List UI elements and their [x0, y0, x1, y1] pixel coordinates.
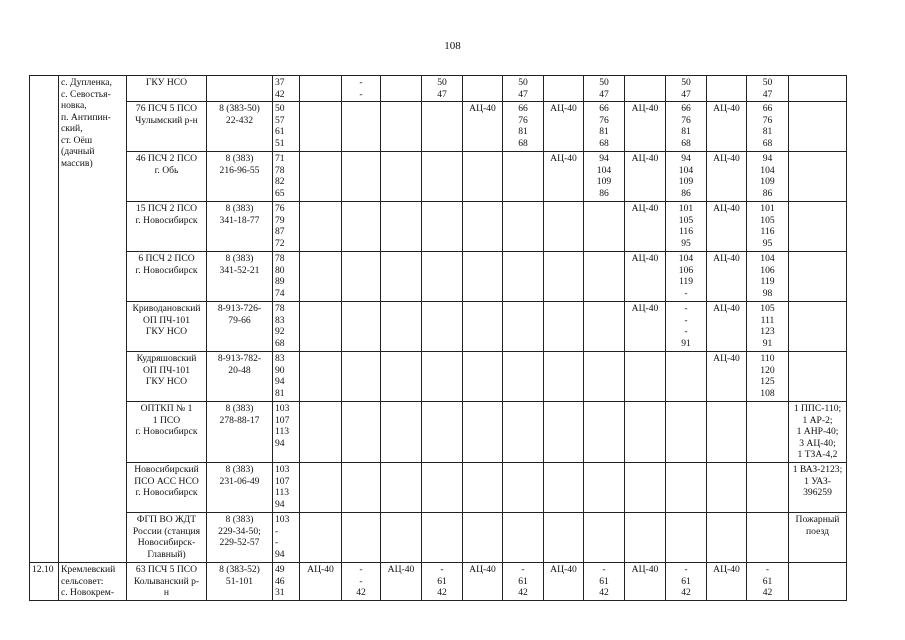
unit-cell: ГКУ НСО: [127, 76, 207, 102]
vehicle-cell-1: АЦ-40: [300, 563, 342, 601]
vehicle-cell-5: АЦ-40: [625, 252, 666, 302]
unit-cell: 15 ПСЧ 2 ПСО г. Новосибирск: [127, 202, 207, 252]
table-row: [30, 252, 847, 302]
time-cell-4: [584, 463, 625, 513]
phone-cell: 8 (383) 341-52-21: [207, 252, 273, 302]
vehicle-cell-5: АЦ-40: [625, 102, 666, 152]
table-row: [30, 152, 847, 202]
extra-cell: [789, 252, 847, 302]
table-row: [30, 563, 847, 601]
vehicle-cell-2: [381, 76, 422, 102]
vehicle-cell-6: АЦ-40: [707, 563, 747, 601]
time-cell-1: [342, 152, 381, 202]
time-cell-2: [422, 463, 463, 513]
time-cell: 71 78 82 65: [273, 152, 300, 202]
vehicle-cell-1: [300, 202, 342, 252]
time-cell-5: - - - 91: [666, 302, 707, 352]
time-cell-3: 50 47: [503, 76, 544, 102]
vehicle-cell-4: [544, 202, 584, 252]
vehicle-cell-4: АЦ-40: [544, 152, 584, 202]
row-number-cell: 12.10: [30, 563, 59, 601]
time-cell-3: [503, 463, 544, 513]
phone-cell: 8 (383-52) 51-101: [207, 563, 273, 601]
vehicle-cell-4: [544, 352, 584, 402]
table-row: [30, 202, 847, 252]
fire-response-table: [29, 75, 847, 601]
table-row: [30, 102, 847, 152]
unit-cell: Криводановский ОП ПЧ-101 ГКУ НСО: [127, 302, 207, 352]
time-cell: 37 42: [273, 76, 300, 102]
extra-cell: Пожарный поезд: [789, 513, 847, 563]
vehicle-cell-6: АЦ-40: [707, 302, 747, 352]
vehicle-cell-1: [300, 302, 342, 352]
table-row: [30, 302, 847, 352]
settlement-cell: Кремлевский сельсовет: с. Новокрем-: [59, 563, 127, 601]
vehicle-cell-3: АЦ-40: [463, 563, 503, 601]
time-cell-1: - - 42: [342, 563, 381, 601]
time-cell-2: - 61 42: [422, 563, 463, 601]
time-cell-6: [747, 513, 789, 563]
phone-cell: [207, 76, 273, 102]
table-row: [30, 352, 847, 402]
vehicle-cell-6: АЦ-40: [707, 152, 747, 202]
vehicle-cell-4: [544, 402, 584, 463]
table-row: [30, 513, 847, 563]
time-cell-6: 105 111 123 91: [747, 302, 789, 352]
vehicle-cell-5: [625, 76, 666, 102]
vehicle-cell-2: [381, 402, 422, 463]
row-number-cell: [30, 76, 59, 563]
vehicle-cell-5: [625, 513, 666, 563]
time-cell-3: [503, 252, 544, 302]
vehicle-cell-4: [544, 76, 584, 102]
vehicle-cell-6: [707, 513, 747, 563]
time-cell-1: [342, 402, 381, 463]
extra-cell: [789, 152, 847, 202]
phone-cell: 8 (383) 216-96-55: [207, 152, 273, 202]
time-cell-5: 101 105 116 95: [666, 202, 707, 252]
vehicle-cell-2: [381, 152, 422, 202]
time-cell-1: [342, 352, 381, 402]
vehicle-cell-4: АЦ-40: [544, 102, 584, 152]
time-cell-4: 94 104 109 86: [584, 152, 625, 202]
vehicle-cell-4: [544, 252, 584, 302]
time-cell-1: [342, 202, 381, 252]
time-cell: 78 83 92 68: [273, 302, 300, 352]
extra-cell: [789, 102, 847, 152]
time-cell-2: [422, 513, 463, 563]
vehicle-cell-6: АЦ-40: [707, 202, 747, 252]
time-cell-4: [584, 252, 625, 302]
time-cell-1: [342, 102, 381, 152]
vehicle-cell-4: [544, 463, 584, 513]
time-cell-2: [422, 402, 463, 463]
vehicle-cell-2: АЦ-40: [381, 563, 422, 601]
time-cell-3: [503, 302, 544, 352]
vehicle-cell-2: [381, 102, 422, 152]
vehicle-cell-6: [707, 76, 747, 102]
time-cell-6: 66 76 81 68: [747, 102, 789, 152]
time-cell-4: [584, 402, 625, 463]
time-cell: 49 46 31: [273, 563, 300, 601]
vehicle-cell-1: [300, 463, 342, 513]
time-cell-1: [342, 513, 381, 563]
vehicle-cell-3: [463, 513, 503, 563]
time-cell-6: [747, 402, 789, 463]
page-number: 108: [444, 40, 461, 52]
time-cell-6: 110 120 125 108: [747, 352, 789, 402]
extra-cell: [789, 76, 847, 102]
vehicle-cell-3: АЦ-40: [463, 102, 503, 152]
time-cell-6: 50 47: [747, 76, 789, 102]
extra-cell: 1 ВАЗ-2123; 1 УАЗ- 396259: [789, 463, 847, 513]
vehicle-cell-1: [300, 76, 342, 102]
vehicle-cell-1: [300, 402, 342, 463]
vehicle-cell-2: [381, 302, 422, 352]
unit-cell: 63 ПСЧ 5 ПСО Колыванский р- н: [127, 563, 207, 601]
time-cell-3: [503, 513, 544, 563]
extra-cell: [789, 202, 847, 252]
vehicle-cell-2: [381, 352, 422, 402]
vehicle-cell-2: [381, 513, 422, 563]
vehicle-cell-1: [300, 352, 342, 402]
time-cell-6: 101 105 116 95: [747, 202, 789, 252]
phone-cell: 8-913-782- 20-48: [207, 352, 273, 402]
time-cell-2: [422, 102, 463, 152]
table-row: [30, 463, 847, 513]
unit-cell: ФГП ВО ЖДТ России (станция Новосибирск- Главный): [127, 513, 207, 563]
unit-cell: 6 ПСЧ 2 ПСО г. Новосибирск: [127, 252, 207, 302]
vehicle-cell-2: [381, 252, 422, 302]
vehicle-cell-5: АЦ-40: [625, 302, 666, 352]
time-cell-3: [503, 202, 544, 252]
phone-cell: 8-913-726- 79-66: [207, 302, 273, 352]
time-cell-2: [422, 152, 463, 202]
time-cell-2: [422, 252, 463, 302]
time-cell-4: [584, 202, 625, 252]
vehicle-cell-3: [463, 302, 503, 352]
vehicle-cell-3: [463, 252, 503, 302]
vehicle-cell-2: [381, 463, 422, 513]
time-cell-2: [422, 202, 463, 252]
time-cell-3: 66 76 81 68: [503, 102, 544, 152]
time-cell-4: 66 76 81 68: [584, 102, 625, 152]
time-cell-3: [503, 402, 544, 463]
time-cell-4: 50 47: [584, 76, 625, 102]
time-cell-1: [342, 252, 381, 302]
time-cell-6: - 61 42: [747, 563, 789, 601]
extra-cell: [789, 302, 847, 352]
time-cell: 103 107 113 94: [273, 463, 300, 513]
vehicle-cell-6: АЦ-40: [707, 352, 747, 402]
vehicle-cell-2: [381, 202, 422, 252]
vehicle-cell-5: АЦ-40: [625, 202, 666, 252]
extra-cell: 1 ППС-110; 1 АР-2; 1 АНР-40; 3 АЦ-40; 1 ТЗА-4,2: [789, 402, 847, 463]
time-cell-5: [666, 513, 707, 563]
time-cell-3: [503, 152, 544, 202]
time-cell-2: 50 47: [422, 76, 463, 102]
time-cell-4: [584, 352, 625, 402]
time-cell-4: [584, 513, 625, 563]
phone-cell: 8 (383) 229-34-50; 229-52-57: [207, 513, 273, 563]
vehicle-cell-3: [463, 463, 503, 513]
time-cell-6: 94 104 109 86: [747, 152, 789, 202]
time-cell-3: [503, 352, 544, 402]
time-cell-5: - 61 42: [666, 563, 707, 601]
time-cell-1: [342, 463, 381, 513]
vehicle-cell-5: [625, 463, 666, 513]
vehicle-cell-4: [544, 302, 584, 352]
vehicle-cell-6: АЦ-40: [707, 102, 747, 152]
vehicle-cell-3: [463, 402, 503, 463]
phone-cell: 8 (383) 341-18-77: [207, 202, 273, 252]
vehicle-cell-5: АЦ-40: [625, 563, 666, 601]
vehicle-cell-3: [463, 152, 503, 202]
time-cell-6: 104 106 119 98: [747, 252, 789, 302]
vehicle-cell-5: [625, 352, 666, 402]
unit-cell: Кудряшовский ОП ПЧ-101 ГКУ НСО: [127, 352, 207, 402]
vehicle-cell-1: [300, 152, 342, 202]
phone-cell: 8 (383) 278-88-17: [207, 402, 273, 463]
table-row: [30, 76, 847, 102]
time-cell-3: - 61 42: [503, 563, 544, 601]
time-cell-4: - 61 42: [584, 563, 625, 601]
vehicle-cell-1: [300, 252, 342, 302]
time-cell-5: [666, 463, 707, 513]
vehicle-cell-4: АЦ-40: [544, 563, 584, 601]
time-cell: 103 - - 94: [273, 513, 300, 563]
time-cell-1: - -: [342, 76, 381, 102]
vehicle-cell-5: [625, 402, 666, 463]
time-cell: 78 80 89 74: [273, 252, 300, 302]
time-cell-5: 94 104 109 86: [666, 152, 707, 202]
phone-cell: 8 (383-50) 22-432: [207, 102, 273, 152]
settlement-cell: с. Дупленка, с. Севостья- новка, п. Антипин- ский, ст. Оёш (дачный массив): [59, 76, 127, 563]
time-cell-2: [422, 352, 463, 402]
unit-cell: 46 ПСЧ 2 ПСО г. Обь: [127, 152, 207, 202]
time-cell-5: 104 106 119 -: [666, 252, 707, 302]
extra-cell: [789, 563, 847, 601]
vehicle-cell-1: [300, 102, 342, 152]
unit-cell: Новосибирский ПСО АСС НСО г. Новосибирск: [127, 463, 207, 513]
time-cell-5: [666, 352, 707, 402]
vehicle-cell-4: [544, 513, 584, 563]
time-cell-1: [342, 302, 381, 352]
extra-cell: [789, 352, 847, 402]
vehicle-cell-3: [463, 352, 503, 402]
table-row: [30, 402, 847, 463]
time-cell-4: [584, 302, 625, 352]
vehicle-cell-3: [463, 76, 503, 102]
time-cell: 76 79 87 72: [273, 202, 300, 252]
vehicle-cell-3: [463, 202, 503, 252]
phone-cell: 8 (383) 231-06-49: [207, 463, 273, 513]
vehicle-cell-5: АЦ-40: [625, 152, 666, 202]
unit-cell: 76 ПСЧ 5 ПСО Чулымский р-н: [127, 102, 207, 152]
time-cell-5: 66 76 81 68: [666, 102, 707, 152]
unit-cell: ОПТКП № 1 1 ПСО г. Новосибирск: [127, 402, 207, 463]
time-cell-5: [666, 402, 707, 463]
time-cell-6: [747, 463, 789, 513]
time-cell: 83 90 94 81: [273, 352, 300, 402]
time-cell: 103 107 113 94: [273, 402, 300, 463]
vehicle-cell-1: [300, 513, 342, 563]
vehicle-cell-6: [707, 463, 747, 513]
vehicle-cell-6: АЦ-40: [707, 252, 747, 302]
vehicle-cell-6: [707, 402, 747, 463]
time-cell-5: 50 47: [666, 76, 707, 102]
time-cell: 50 57 61 51: [273, 102, 300, 152]
time-cell-2: [422, 302, 463, 352]
